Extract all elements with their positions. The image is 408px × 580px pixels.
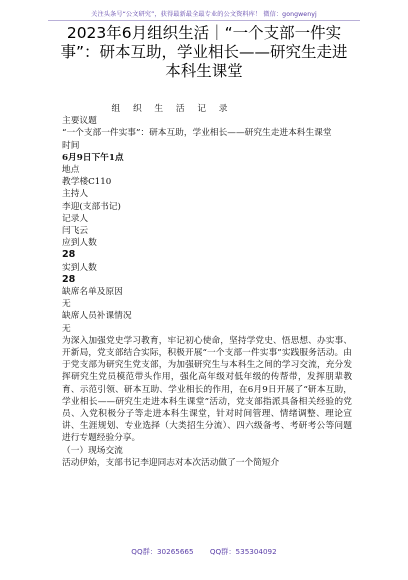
absent-label: 缺席名单及原因 bbox=[62, 287, 123, 298]
document-title: 2023年6月组织生活｜“一个支部一件实事”：研本互助，学业相长——研究生走进本科生课堂 bbox=[60, 24, 348, 80]
topic-value: “一个支部一件实事”：研本互助，学业相长——研究生走进本科生课堂 bbox=[62, 128, 332, 139]
place-label: 地点 bbox=[62, 165, 80, 176]
makeup-label: 缺席人员补课情况 bbox=[62, 311, 132, 322]
actual-count-label: 实到人数 bbox=[62, 262, 97, 273]
expected-count-label: 应到人数 bbox=[62, 238, 97, 249]
time-label: 时间 bbox=[62, 140, 80, 151]
place-value: 教学楼C110 bbox=[62, 177, 112, 188]
host-label: 主持人 bbox=[62, 189, 89, 200]
recorder-value: 闫飞云 bbox=[62, 226, 89, 237]
absent-value: 无 bbox=[62, 299, 71, 310]
record-subtitle: 组 织 生 活 记 录 bbox=[111, 104, 233, 114]
expected-count-value: 28 bbox=[62, 249, 76, 261]
document-body bbox=[62, 103, 352, 469]
host-value: 李迎(支部书记) bbox=[62, 201, 121, 212]
recorder-label: 记录人 bbox=[62, 213, 89, 224]
actual-count-value: 28 bbox=[62, 273, 76, 285]
makeup-value: 无 bbox=[62, 323, 71, 334]
section-text: 活动伊始，支部书记李迎同志对本次活动做了一个简短介 bbox=[62, 457, 280, 468]
topic-label: 主要议题 bbox=[62, 116, 97, 127]
header-banner: 关注头条号“公文研究”，获得最新最全最专业的公文资料库！ 微信：gongwenyj bbox=[91, 11, 317, 18]
footer-qq-group-1: QQ群：30265665 bbox=[131, 547, 194, 556]
header-rule bbox=[48, 20, 360, 21]
time-value: 6月9日下午1点 bbox=[62, 152, 124, 163]
footer-qq-group-2: QQ群：535304092 bbox=[209, 547, 277, 556]
footer bbox=[0, 547, 408, 557]
main-paragraph: 为深入加强党史学习教育，牢记初心使命，坚持学党史、悟思想、办实事、开新局，党支部结合实际，积极开展“一个支部一件实事”实践服务活动。由于党支部为研究生党支部，为加强研究生与本科生之间的学习交流，充分发挥研究生党员模范带头作用，强化高年级对低年级的传帮带，发挥朋辈教育、示范引领、研本互助、学业相长的作用，在6月9日开展了“研本互助，学业相长——研究生走进本科生课堂”活动，党支部指派具备相关经验的党员、入党积极分子等走进本科生课堂，针对时间管理、情绪调整、理论宣讲、生涯规划、专业选择（大类招生分流）、四六级备考、考研考公等问题进行专题经验分享。 bbox=[62, 335, 352, 444]
section-heading: （一）现场交流 bbox=[62, 445, 123, 456]
